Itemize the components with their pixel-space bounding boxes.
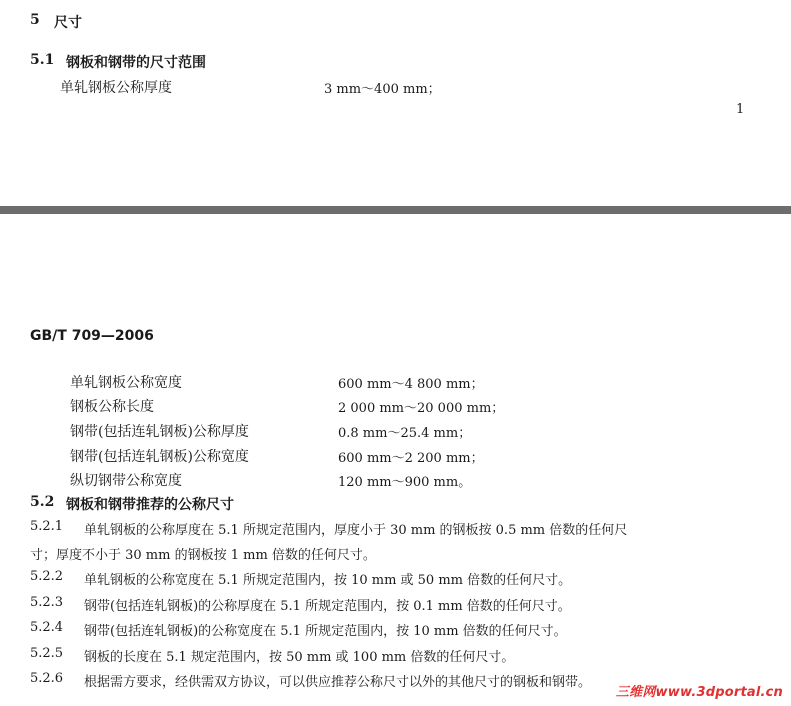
page-number: 1: [736, 102, 745, 117]
subsection-title: 钢板和钢带推荐的公称尺寸: [66, 497, 234, 513]
clause-text: 钢带(包括连轧钢板)的公称厚度在 5.1 所规定范围内，按 0.1 mm 倍数的任何尺寸。: [84, 599, 571, 614]
range-label: 钢带(包括连轧钢板)公称厚度: [70, 424, 249, 440]
standard-code: GB/T 709—2006: [30, 328, 154, 344]
range-label: 钢板公称长度: [70, 399, 154, 415]
range-value: 120 mm～900 mm。: [338, 475, 472, 490]
site-watermark: 三维网www.3dportal.cn: [615, 685, 783, 700]
range-label: 纵切钢带公称宽度: [70, 473, 182, 489]
page-divider: [0, 206, 791, 214]
range-value: 600 mm～4 800 mm；: [338, 377, 484, 392]
clause-number: 5.2.6: [30, 671, 64, 686]
section-number: 5: [30, 12, 40, 28]
clause-number: 5.2.4: [30, 620, 64, 635]
range-value: 600 mm～2 200 mm；: [338, 451, 484, 466]
range-label: 单轧钢板公称宽度: [70, 375, 182, 391]
clause-text: 单轧钢板的公称厚度在 5.1 所规定范围内，厚度小于 30 mm 的钢板按 0.5 mm 倍数的任何尺: [84, 523, 628, 538]
range-value: 2 000 mm～20 000 mm；: [338, 401, 505, 416]
clause-number: 5.2.3: [30, 595, 64, 610]
clause-number: 5.2.5: [30, 646, 64, 661]
clause-number: 5.2.2: [30, 569, 64, 584]
clause-text-continued: 寸；厚度不小于 30 mm 的钢板按 1 mm 倍数的任何尺寸。: [30, 548, 376, 563]
subsection-title: 钢板和钢带的尺寸范围: [66, 55, 206, 71]
subsection-number: 5.2: [30, 494, 55, 510]
section-title: 尺寸: [54, 15, 82, 31]
clause-text: 钢板的长度在 5.1 规定范围内，按 50 mm 或 100 mm 倍数的任何尺寸。: [84, 650, 515, 665]
range-label: 钢带(包括连轧钢板)公称宽度: [70, 449, 249, 465]
range-value: 3 mm～400 mm；: [324, 82, 441, 97]
range-value: 0.8 mm～25.4 mm；: [338, 426, 472, 441]
clause-text: 根据需方要求，经供需双方协议，可以供应推荐公称尺寸以外的其他尺寸的钢板和钢带。: [84, 675, 592, 690]
clause-text: 钢带(包括连轧钢板)的公称宽度在 5.1 所规定范围内，按 10 mm 倍数的任何尺寸。: [84, 624, 567, 639]
subsection-number: 5.1: [30, 52, 55, 68]
clause-text: 单轧钢板的公称宽度在 5.1 所规定范围内，按 10 mm 或 50 mm 倍数的任何尺寸。: [84, 573, 572, 588]
clause-number: 5.2.1: [30, 519, 64, 534]
range-label: 单轧钢板公称厚度: [60, 80, 172, 96]
